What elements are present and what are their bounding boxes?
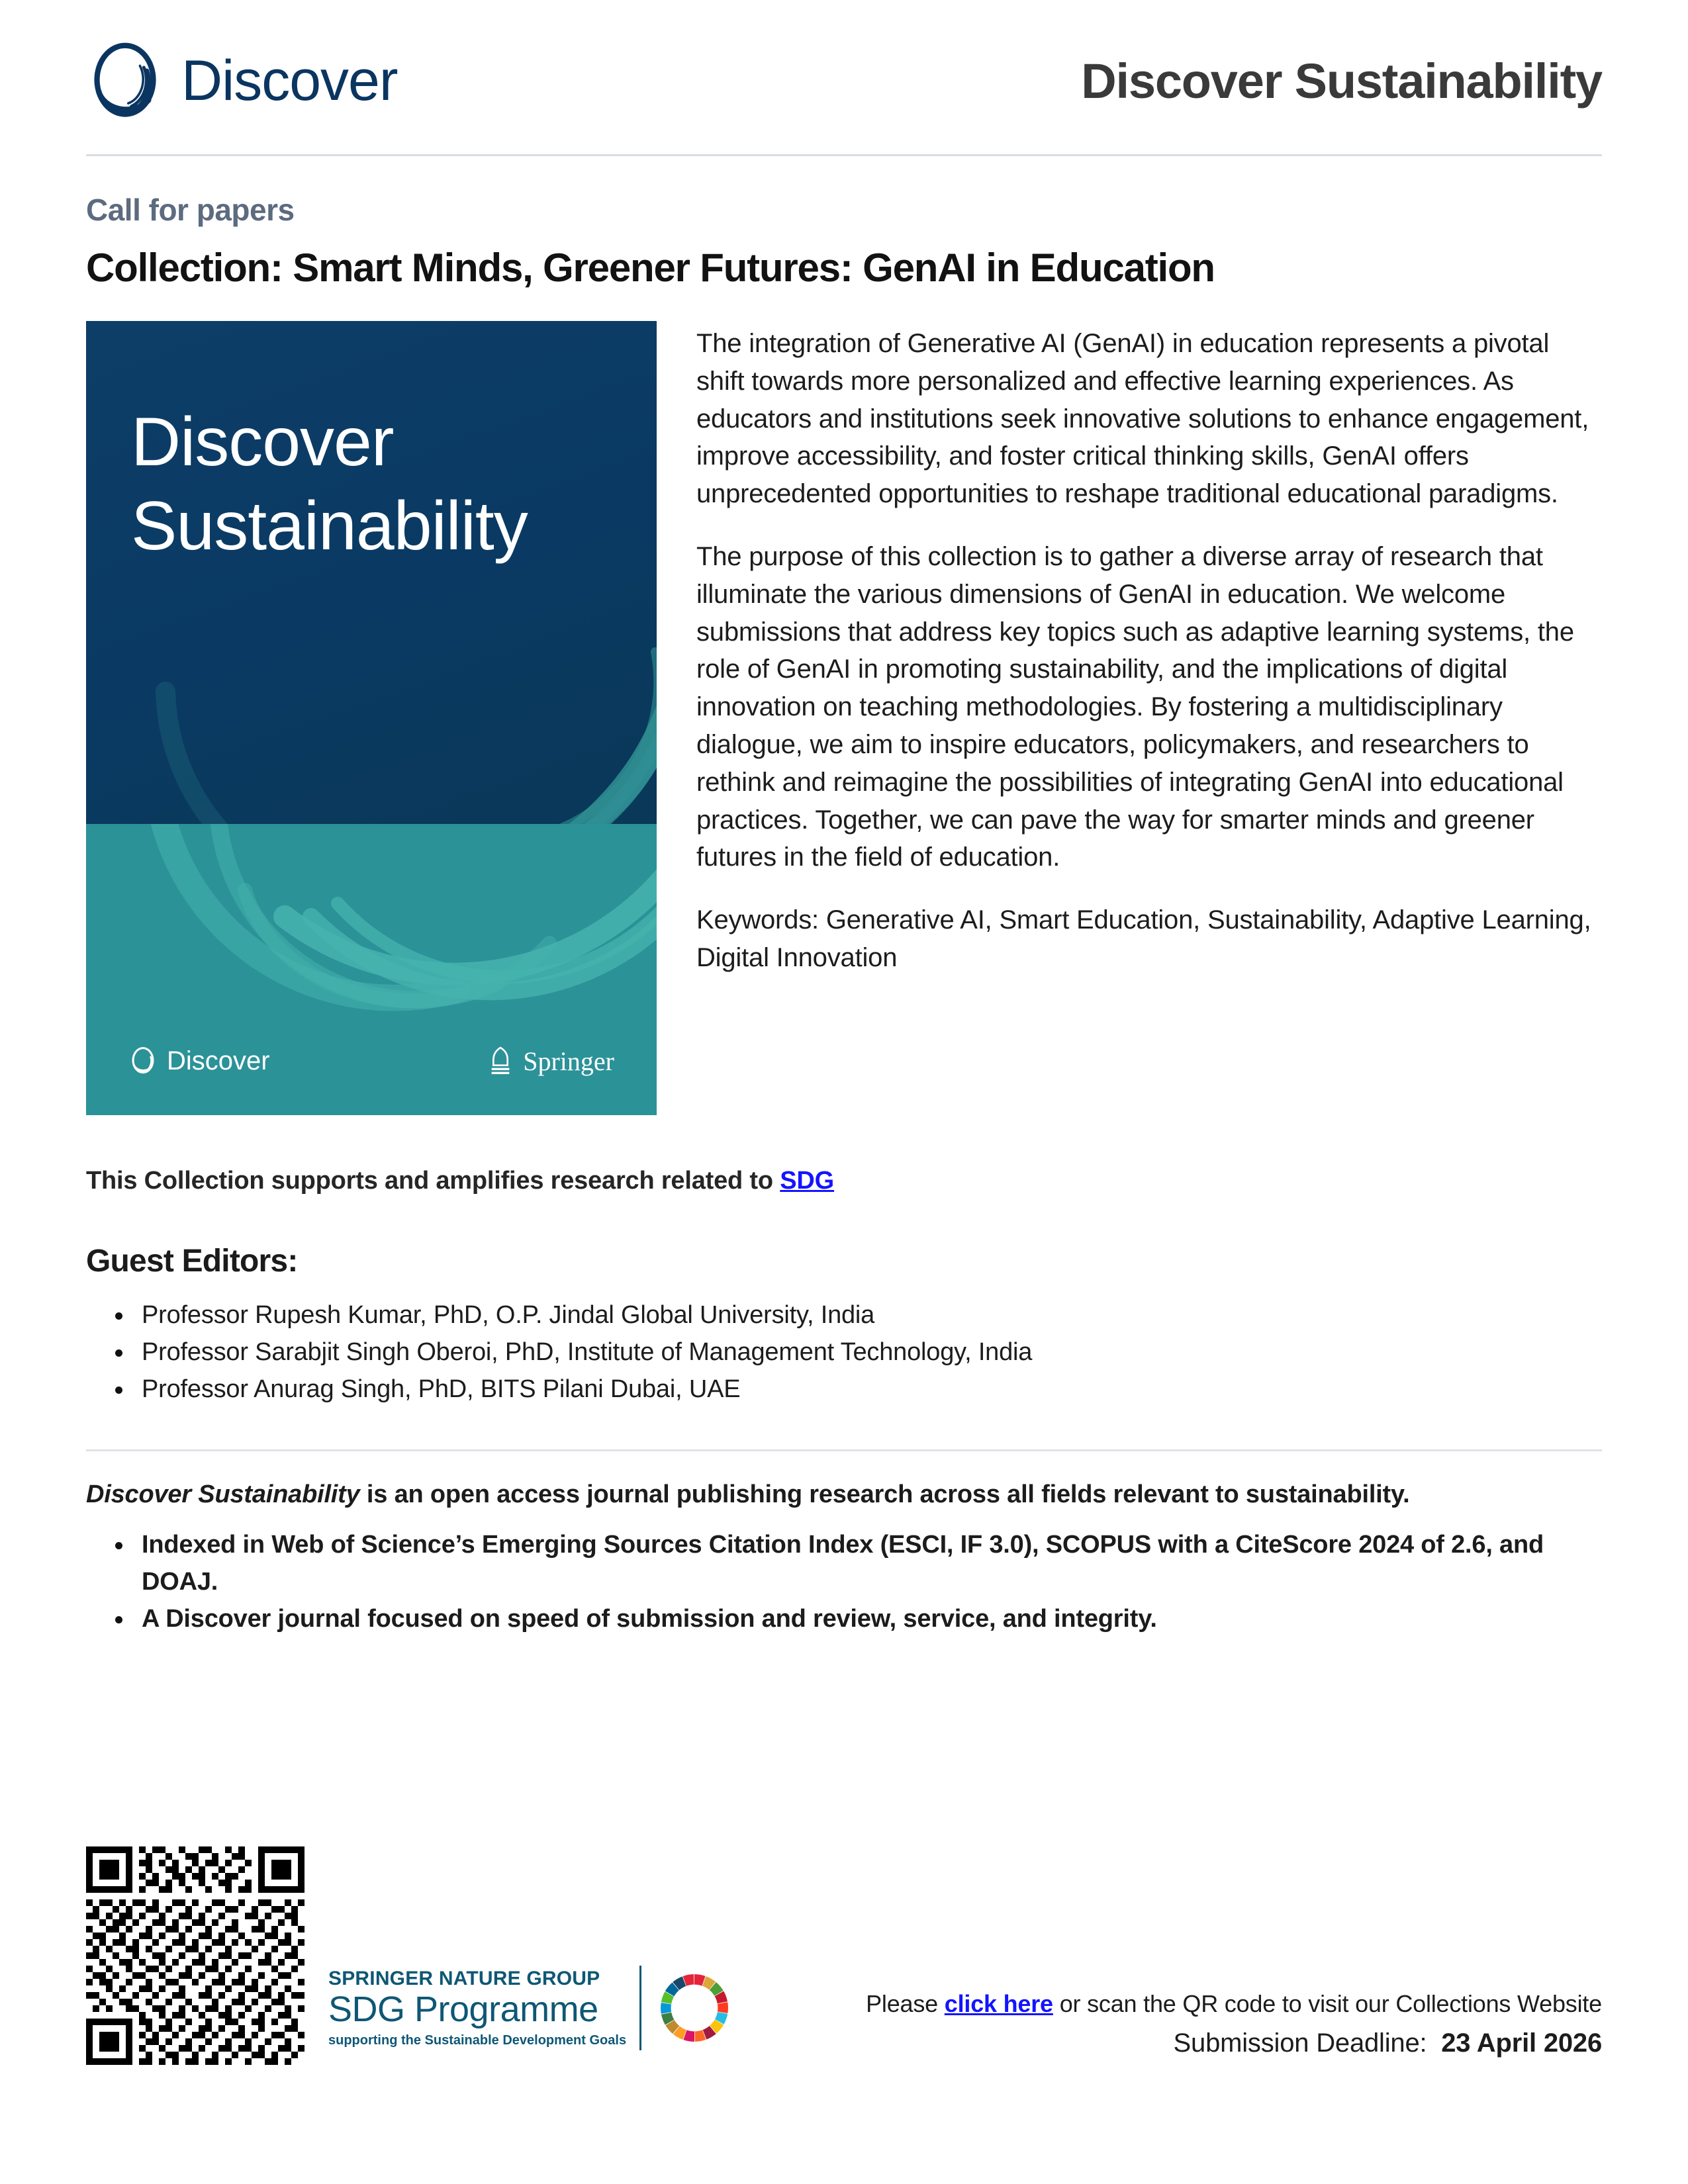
- page-header: [86, 0, 1602, 149]
- cover-springer-label: Springer: [523, 1046, 614, 1076]
- list-item: Professor Rupesh Kumar, PhD, O.P. Jindal Global University, India: [142, 1297, 1602, 1334]
- call-for-papers-label: Call for papers: [86, 193, 295, 227]
- sdg-support-line: [86, 1167, 1602, 1195]
- discover-swirl-logo-icon: [86, 42, 164, 120]
- journal-description: [86, 1480, 1602, 1509]
- cover-title-line2: Sustainability: [131, 487, 528, 565]
- sdg-support-tagline: supporting the Sustainable Development Goals: [328, 2033, 627, 2048]
- click-here-link[interactable]: click here: [944, 1990, 1053, 2017]
- sdg-logo-text: [328, 1969, 626, 2047]
- sdg-link[interactable]: SDG: [780, 1167, 834, 1195]
- section-divider: [86, 1449, 1602, 1451]
- keywords-line: Keywords: Generative AI, Smart Education, Sustainability, Adaptive Learning, Digital Innovation: [696, 905, 1591, 972]
- cover-title-line1: Discover: [131, 404, 394, 480]
- sdg-color-wheel-icon: [655, 1968, 734, 2048]
- list-item: Professor Anurag Singh, PhD, BITS Pilani Dubai, UAE: [142, 1371, 1602, 1408]
- list-item: Indexed in Web of Science’s Emerging Sources Citation Index (ESCI, IF 3.0), SCOPUS with a CiteScore 2024 of 2.6, and DOAJ.: [142, 1526, 1602, 1600]
- sdg-programme-logo: [328, 1966, 734, 2065]
- journal-description-rest: is an open access journal publishing research across all fields relevant to sustainability.: [359, 1480, 1410, 1508]
- cover-discover-label: Discover: [167, 1046, 270, 1075]
- cover-discover-logo: [128, 1046, 270, 1076]
- discover-wordmark: Discover: [181, 49, 398, 113]
- journal-title: Discover Sustainability: [1081, 54, 1602, 109]
- header-divider: [86, 154, 1602, 156]
- journal-facts-list: [86, 1526, 1602, 1638]
- description-paragraph-1: The integration of Generative AI (GenAI) in education represents a pivotal shift towards more personalized and effective learning experiences. As educators and institutions seek innovative solutions to enhance engagement, improve accessibility, and foster critical thinking skills, GenAI offers unprecedented opportunities to reshape traditional educational paradigms.: [696, 329, 1589, 509]
- cover-springer-logo: [487, 1045, 614, 1077]
- guest-editors-list: [86, 1297, 1602, 1408]
- discover-swirl-icon: [128, 1046, 158, 1075]
- springer-nature-group-label: SPRINGER NATURE GROUP: [328, 1968, 600, 1989]
- journal-cover-image: [86, 321, 657, 1115]
- list-item: Professor Sarabjit Singh Oberoi, PhD, Institute of Management Technology, India: [142, 1334, 1602, 1371]
- note-suffix: or scan the QR code to visit our Collections Website: [1053, 1990, 1602, 2017]
- deadline-value: 23 April 2026: [1441, 2028, 1602, 2058]
- guest-editors-heading: Guest Editors:: [86, 1244, 298, 1279]
- sdg-support-text: This Collection supports and amplifies research related to: [86, 1167, 780, 1195]
- collection-description: [696, 321, 1602, 977]
- note-prefix: Please: [866, 1990, 945, 2017]
- qr-code-icon[interactable]: [86, 1846, 305, 2065]
- sdg-logo-divider: [639, 1966, 641, 2050]
- cover-title: [131, 400, 528, 569]
- main-content-row: [86, 321, 1602, 1115]
- description-paragraph-2: The purpose of this collection is to gather a diverse array of research that illuminate the various dimensions of GenAI in education. We welcome submissions that address key topics such as adaptive learning systems, the role of GenAI in promoting sustainability, and the implications of digital innovation on teaching methodologies. By fostering a multidisciplinary dialogue, we aim to inspire educators, policymakers, and researchers to rethink and reimagine the possibilities of integrating GenAI into educational practices. Together, we can pave the way for smarter minds and greener futures in the field of education.: [696, 541, 1574, 872]
- cover-logo-row: [86, 1045, 657, 1077]
- collections-website-note: [866, 1990, 1602, 2018]
- collection-title: Collection: Smart Minds, Greener Futures: GenAI in Education: [86, 246, 1215, 290]
- footer-left-group: [86, 1846, 734, 2065]
- footer-right-group: [866, 1990, 1602, 2065]
- sdg-programme-label: SDG Programme: [328, 1989, 598, 2029]
- discover-brand: [86, 42, 398, 120]
- deadline-label: Submission Deadline:: [1173, 2028, 1427, 2058]
- page-footer: [86, 1846, 1602, 2065]
- submission-deadline: [866, 2028, 1602, 2058]
- list-item: A Discover journal focused on speed of submission and review, service, and integrity.: [142, 1600, 1602, 1637]
- journal-name-italic: Discover Sustainability: [86, 1480, 360, 1508]
- springer-knight-icon: [487, 1045, 514, 1077]
